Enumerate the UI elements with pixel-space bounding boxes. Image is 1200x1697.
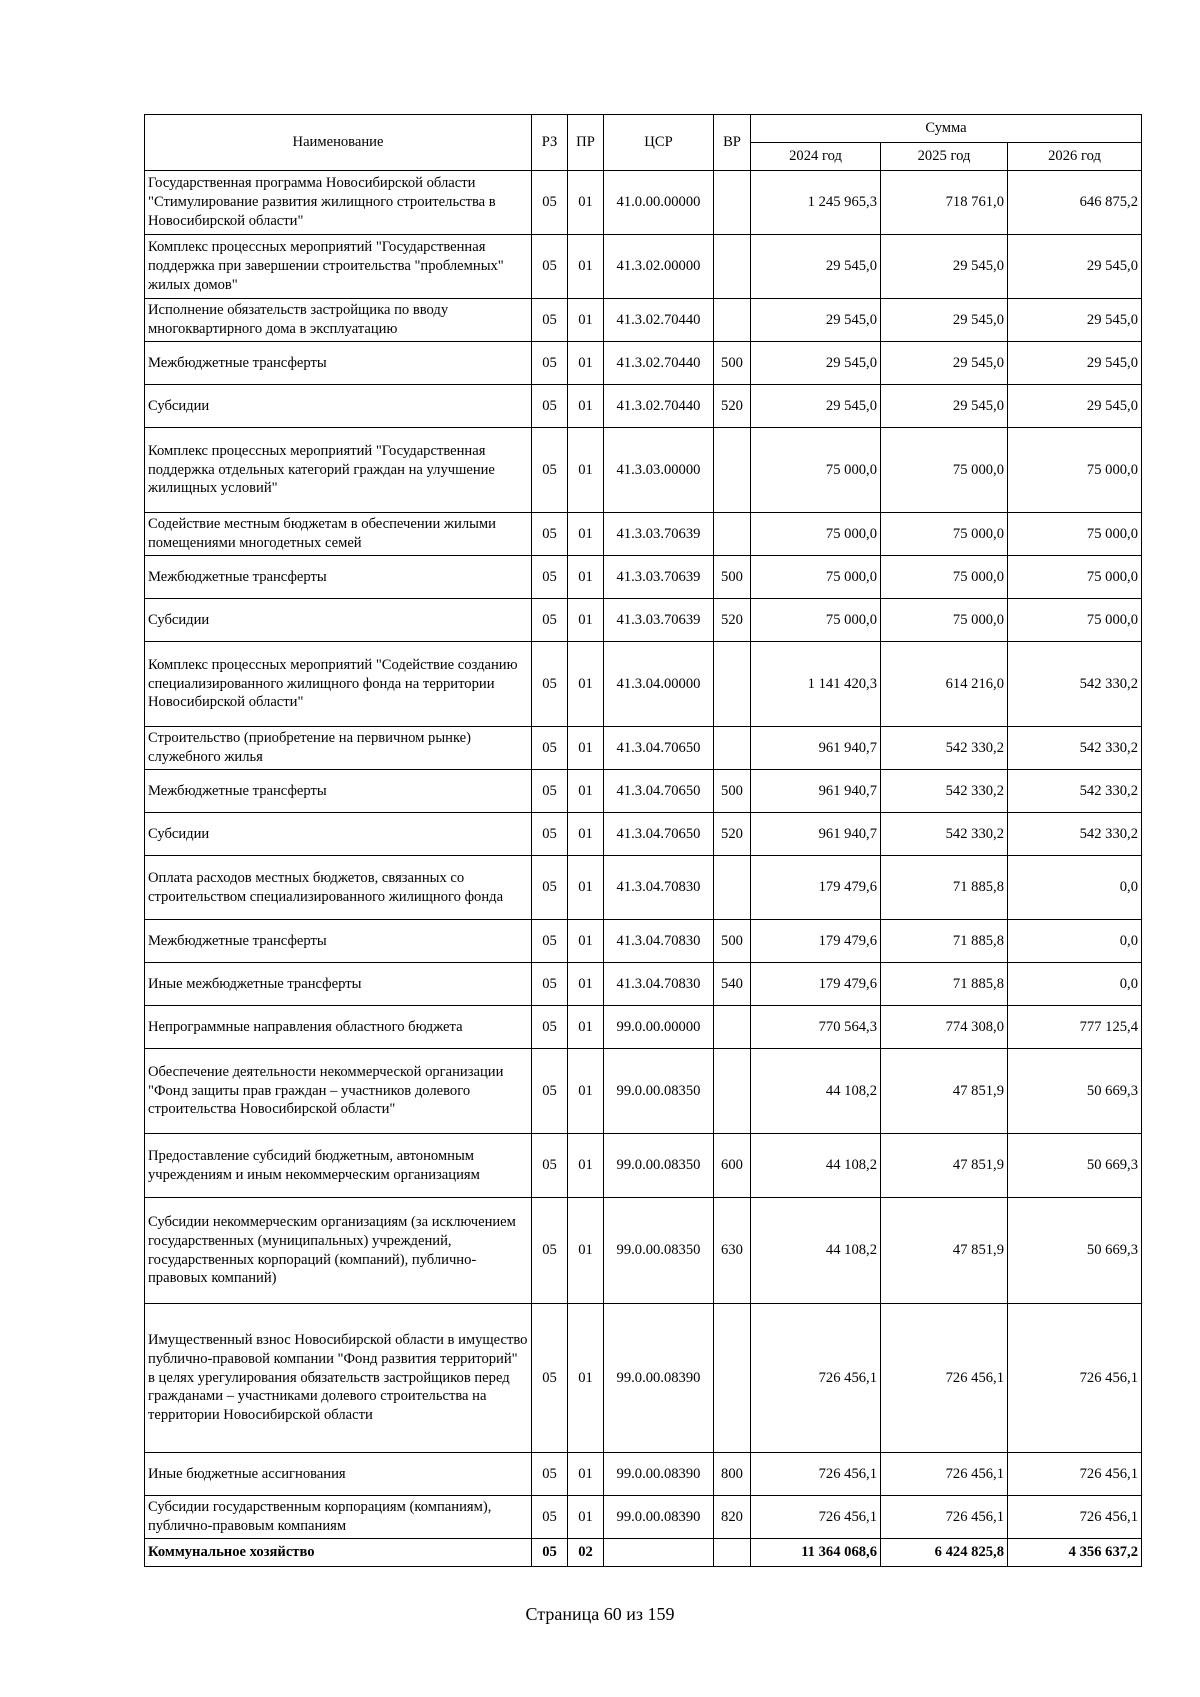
- row-vr: [714, 513, 751, 556]
- row-name: Содействие местным бюджетам в обеспечении жилыми помещениями многодетных семей: [145, 513, 532, 556]
- table-row: [145, 299, 1142, 342]
- row-2026: 75 000,0: [1008, 599, 1142, 642]
- row-name: Строительство (приобретение на первичном рынке) служебного жилья: [145, 727, 532, 770]
- row-csr: [604, 1539, 714, 1567]
- row-2025: 726 456,1: [881, 1304, 1008, 1453]
- row-pr: 01: [568, 856, 604, 920]
- row-pr: 01: [568, 1006, 604, 1049]
- row-2026: 0,0: [1008, 856, 1142, 920]
- row-2026: 29 545,0: [1008, 385, 1142, 428]
- table-row: [145, 1304, 1142, 1453]
- row-2026: 75 000,0: [1008, 428, 1142, 513]
- row-name: Обеспечение деятельности некоммерческой организации "Фонд защиты прав граждан – участников долевого строительства Новосибирской области": [145, 1049, 532, 1134]
- header-sum: Сумма: [751, 115, 1142, 143]
- table-row: [145, 556, 1142, 599]
- table-row: [145, 171, 1142, 235]
- table-row: [145, 920, 1142, 963]
- row-csr: 41.3.02.70440: [604, 342, 714, 385]
- row-2024: 29 545,0: [751, 342, 881, 385]
- header-2026: 2026 год: [1008, 143, 1142, 171]
- row-2024: 179 479,6: [751, 963, 881, 1006]
- row-rz: 05: [532, 813, 568, 856]
- row-vr: [714, 1049, 751, 1134]
- row-pr: 01: [568, 1496, 604, 1539]
- row-vr: 500: [714, 920, 751, 963]
- row-vr: 600: [714, 1134, 751, 1198]
- table-row: [145, 385, 1142, 428]
- row-name: Оплата расходов местных бюджетов, связанных со строительством специализированного жилищного фонда: [145, 856, 532, 920]
- row-vr: 540: [714, 963, 751, 1006]
- header-vr: ВР: [714, 115, 751, 171]
- header-csr: ЦСР: [604, 115, 714, 171]
- row-2025: 542 330,2: [881, 813, 1008, 856]
- row-vr: [714, 1006, 751, 1049]
- row-vr: 630: [714, 1198, 751, 1304]
- row-2024: 726 456,1: [751, 1453, 881, 1496]
- row-rz: 05: [532, 299, 568, 342]
- header-rz: РЗ: [532, 115, 568, 171]
- row-rz: 05: [532, 1006, 568, 1049]
- row-rz: 05: [532, 770, 568, 813]
- table-row: [145, 642, 1142, 727]
- row-2025: 75 000,0: [881, 513, 1008, 556]
- row-2026: 29 545,0: [1008, 342, 1142, 385]
- row-vr: 520: [714, 385, 751, 428]
- row-pr: 01: [568, 171, 604, 235]
- row-name: Иные межбюджетные трансферты: [145, 963, 532, 1006]
- row-rz: 05: [532, 1134, 568, 1198]
- row-2026: 29 545,0: [1008, 235, 1142, 299]
- row-rz: 05: [532, 963, 568, 1006]
- row-name: Межбюджетные трансферты: [145, 342, 532, 385]
- row-pr: 01: [568, 963, 604, 1006]
- row-rz: 05: [532, 1198, 568, 1304]
- table-row: [145, 428, 1142, 513]
- row-2024: 75 000,0: [751, 556, 881, 599]
- row-2025: 47 851,9: [881, 1134, 1008, 1198]
- row-pr: 01: [568, 428, 604, 513]
- page-number: Страница 60 из 159: [525, 1604, 675, 1624]
- row-csr: 99.0.00.08350: [604, 1049, 714, 1134]
- row-vr: [714, 299, 751, 342]
- row-2025: 71 885,8: [881, 856, 1008, 920]
- row-csr: 41.3.04.70650: [604, 813, 714, 856]
- row-2025: 614 216,0: [881, 642, 1008, 727]
- row-2024: 179 479,6: [751, 856, 881, 920]
- row-2024: 44 108,2: [751, 1134, 881, 1198]
- row-rz: 05: [532, 727, 568, 770]
- row-vr: [714, 727, 751, 770]
- row-2024: 1 245 965,3: [751, 171, 881, 235]
- row-csr: 41.3.03.70639: [604, 599, 714, 642]
- row-2025: 774 308,0: [881, 1006, 1008, 1049]
- row-vr: 820: [714, 1496, 751, 1539]
- row-2026: 50 669,3: [1008, 1134, 1142, 1198]
- row-2026: 726 456,1: [1008, 1453, 1142, 1496]
- row-2025: 71 885,8: [881, 920, 1008, 963]
- row-pr: 01: [568, 599, 604, 642]
- row-rz: 05: [532, 1496, 568, 1539]
- row-vr: 520: [714, 813, 751, 856]
- table-row: [145, 1006, 1142, 1049]
- row-2024: 1 141 420,3: [751, 642, 881, 727]
- row-2026: 542 330,2: [1008, 770, 1142, 813]
- row-2026: 726 456,1: [1008, 1304, 1142, 1453]
- row-2026: 646 875,2: [1008, 171, 1142, 235]
- row-rz: 05: [532, 428, 568, 513]
- row-2025: 75 000,0: [881, 599, 1008, 642]
- row-csr: 41.3.04.70650: [604, 727, 714, 770]
- row-vr: 800: [714, 1453, 751, 1496]
- row-csr: 41.3.03.00000: [604, 428, 714, 513]
- row-2026: 75 000,0: [1008, 513, 1142, 556]
- row-rz: 05: [532, 171, 568, 235]
- row-vr: 500: [714, 556, 751, 599]
- row-pr: 01: [568, 813, 604, 856]
- row-2026: 542 330,2: [1008, 813, 1142, 856]
- row-2026: 542 330,2: [1008, 727, 1142, 770]
- row-name: Межбюджетные трансферты: [145, 556, 532, 599]
- row-2025: 75 000,0: [881, 428, 1008, 513]
- row-2025: 726 456,1: [881, 1496, 1008, 1539]
- row-2026: 75 000,0: [1008, 556, 1142, 599]
- row-2025: 542 330,2: [881, 770, 1008, 813]
- header-2025: 2025 год: [881, 143, 1008, 171]
- row-csr: 41.3.04.70830: [604, 920, 714, 963]
- table-row: [145, 1539, 1142, 1567]
- row-2025: 29 545,0: [881, 342, 1008, 385]
- row-2025: 47 851,9: [881, 1198, 1008, 1304]
- row-pr: 01: [568, 1049, 604, 1134]
- row-2024: 961 940,7: [751, 770, 881, 813]
- row-name: Государственная программа Новосибирской области "Стимулирование развития жилищного строительства в Новосибирской области": [145, 171, 532, 235]
- row-csr: 41.3.02.00000: [604, 235, 714, 299]
- row-2026: 29 545,0: [1008, 299, 1142, 342]
- table-row: [145, 727, 1142, 770]
- row-csr: 99.0.00.08350: [604, 1198, 714, 1304]
- row-csr: 99.0.00.08390: [604, 1304, 714, 1453]
- row-2025: 71 885,8: [881, 963, 1008, 1006]
- row-2026: 777 125,4: [1008, 1006, 1142, 1049]
- budget-table: [144, 114, 1142, 1567]
- row-pr: 01: [568, 513, 604, 556]
- table-row: [145, 1134, 1142, 1198]
- row-name: Коммунальное хозяйство: [145, 1539, 532, 1567]
- row-2025: 726 456,1: [881, 1453, 1008, 1496]
- row-2024: 44 108,2: [751, 1049, 881, 1134]
- row-name: Субсидии: [145, 385, 532, 428]
- row-2025: 75 000,0: [881, 556, 1008, 599]
- row-name: Межбюджетные трансферты: [145, 770, 532, 813]
- row-pr: 01: [568, 920, 604, 963]
- row-csr: 41.3.02.70440: [604, 299, 714, 342]
- row-csr: 99.0.00.00000: [604, 1006, 714, 1049]
- row-rz: 05: [532, 342, 568, 385]
- row-2024: 961 940,7: [751, 727, 881, 770]
- row-2024: 75 000,0: [751, 513, 881, 556]
- row-rz: 05: [532, 599, 568, 642]
- row-rz: 05: [532, 1049, 568, 1134]
- row-2024: 75 000,0: [751, 599, 881, 642]
- row-csr: 41.3.04.70650: [604, 770, 714, 813]
- table-row: [145, 1198, 1142, 1304]
- row-csr: 41.3.04.70830: [604, 856, 714, 920]
- header-2024: 2024 год: [751, 143, 881, 171]
- row-rz: 05: [532, 642, 568, 727]
- row-2025: 29 545,0: [881, 385, 1008, 428]
- row-vr: 520: [714, 599, 751, 642]
- row-2026: 50 669,3: [1008, 1049, 1142, 1134]
- row-name: Иные бюджетные ассигнования: [145, 1453, 532, 1496]
- row-vr: [714, 1304, 751, 1453]
- row-2024: 726 456,1: [751, 1304, 881, 1453]
- table-row: [145, 1453, 1142, 1496]
- row-pr: 01: [568, 556, 604, 599]
- row-pr: 01: [568, 727, 604, 770]
- row-rz: 05: [532, 1304, 568, 1453]
- row-rz: 05: [532, 1453, 568, 1496]
- row-vr: [714, 171, 751, 235]
- row-rz: 05: [532, 385, 568, 428]
- row-2026: 50 669,3: [1008, 1198, 1142, 1304]
- row-2025: 542 330,2: [881, 727, 1008, 770]
- row-pr: 01: [568, 1453, 604, 1496]
- row-csr: 41.0.00.00000: [604, 171, 714, 235]
- row-name: Комплекс процессных мероприятий "Государственная поддержка отдельных категорий граждан на улучшение жилищных условий": [145, 428, 532, 513]
- row-pr: 01: [568, 1134, 604, 1198]
- row-vr: [714, 235, 751, 299]
- row-vr: 500: [714, 770, 751, 813]
- row-2024: 11 364 068,6: [751, 1539, 881, 1567]
- row-rz: 05: [532, 235, 568, 299]
- row-pr: 01: [568, 770, 604, 813]
- row-csr: 41.3.03.70639: [604, 513, 714, 556]
- row-csr: 41.3.04.00000: [604, 642, 714, 727]
- header-name: Наименование: [145, 115, 532, 171]
- table-row: [145, 1049, 1142, 1134]
- row-csr: 41.3.04.70830: [604, 963, 714, 1006]
- row-name: Комплекс процессных мероприятий "Государственная поддержка при завершении строительства "проблемных" жилых домов": [145, 235, 532, 299]
- row-pr: 01: [568, 235, 604, 299]
- row-2024: 29 545,0: [751, 235, 881, 299]
- row-name: Комплекс процессных мероприятий "Содействие созданию специализированного жилищного фонда на территории Новосибирской области": [145, 642, 532, 727]
- row-pr: 01: [568, 385, 604, 428]
- table-header-row: [145, 115, 1142, 143]
- row-pr: 01: [568, 299, 604, 342]
- table-row: [145, 770, 1142, 813]
- table-row: [145, 342, 1142, 385]
- row-2025: 718 761,0: [881, 171, 1008, 235]
- row-2024: 29 545,0: [751, 385, 881, 428]
- row-2024: 770 564,3: [751, 1006, 881, 1049]
- row-pr: 01: [568, 342, 604, 385]
- row-pr: 01: [568, 1198, 604, 1304]
- row-2024: 961 940,7: [751, 813, 881, 856]
- row-rz: 05: [532, 1539, 568, 1567]
- row-name: Непрограммные направления областного бюджета: [145, 1006, 532, 1049]
- row-name: Межбюджетные трансферты: [145, 920, 532, 963]
- row-vr: [714, 1539, 751, 1567]
- row-vr: 500: [714, 342, 751, 385]
- row-2025: 29 545,0: [881, 299, 1008, 342]
- row-rz: 05: [532, 856, 568, 920]
- row-2024: 75 000,0: [751, 428, 881, 513]
- row-2026: 726 456,1: [1008, 1496, 1142, 1539]
- row-name: Субсидии: [145, 813, 532, 856]
- row-vr: [714, 428, 751, 513]
- header-pr: ПР: [568, 115, 604, 171]
- table-row: [145, 599, 1142, 642]
- row-rz: 05: [532, 513, 568, 556]
- row-2024: 726 456,1: [751, 1496, 881, 1539]
- row-name: Имущественный взнос Новосибирской области в имущество публично-правовой компании "Фонд развития территорий" в целях урегулирования обязательств застройщиков перед гражданами – участниками долевого строительства на территории Новосибирской области: [145, 1304, 532, 1453]
- row-vr: [714, 856, 751, 920]
- row-pr: 01: [568, 1304, 604, 1453]
- row-name: Исполнение обязательств застройщика по вводу многоквартирного дома в эксплуатацию: [145, 299, 532, 342]
- table-row: [145, 513, 1142, 556]
- row-2024: 29 545,0: [751, 299, 881, 342]
- row-2026: 0,0: [1008, 920, 1142, 963]
- row-2024: 44 108,2: [751, 1198, 881, 1304]
- row-name: Предоставление субсидий бюджетным, автономным учреждениям и иным некоммерческим организациям: [145, 1134, 532, 1198]
- row-2025: 47 851,9: [881, 1049, 1008, 1134]
- row-rz: 05: [532, 556, 568, 599]
- row-csr: 99.0.00.08350: [604, 1134, 714, 1198]
- row-name: Субсидии некоммерческим организациям (за исключением государственных (муниципальных) учреждений, государственных корпораций (компаний), публично-правовых компаний): [145, 1198, 532, 1304]
- table-row: [145, 963, 1142, 1006]
- row-pr: 01: [568, 642, 604, 727]
- row-csr: 41.3.03.70639: [604, 556, 714, 599]
- table-row: [145, 235, 1142, 299]
- row-csr: 99.0.00.08390: [604, 1496, 714, 1539]
- row-2025: 6 424 825,8: [881, 1539, 1008, 1567]
- row-rz: 05: [532, 920, 568, 963]
- table-row: [145, 813, 1142, 856]
- row-csr: 41.3.02.70440: [604, 385, 714, 428]
- row-2025: 29 545,0: [881, 235, 1008, 299]
- row-name: Субсидии: [145, 599, 532, 642]
- row-2026: 542 330,2: [1008, 642, 1142, 727]
- row-pr: 02: [568, 1539, 604, 1567]
- row-2024: 179 479,6: [751, 920, 881, 963]
- row-name: Субсидии государственным корпорациям (компаниям), публично-правовым компаниям: [145, 1496, 532, 1539]
- row-csr: 99.0.00.08390: [604, 1453, 714, 1496]
- row-vr: [714, 642, 751, 727]
- table-row: [145, 1496, 1142, 1539]
- row-2026: 4 356 637,2: [1008, 1539, 1142, 1567]
- table-row: [145, 856, 1142, 920]
- row-2026: 0,0: [1008, 963, 1142, 1006]
